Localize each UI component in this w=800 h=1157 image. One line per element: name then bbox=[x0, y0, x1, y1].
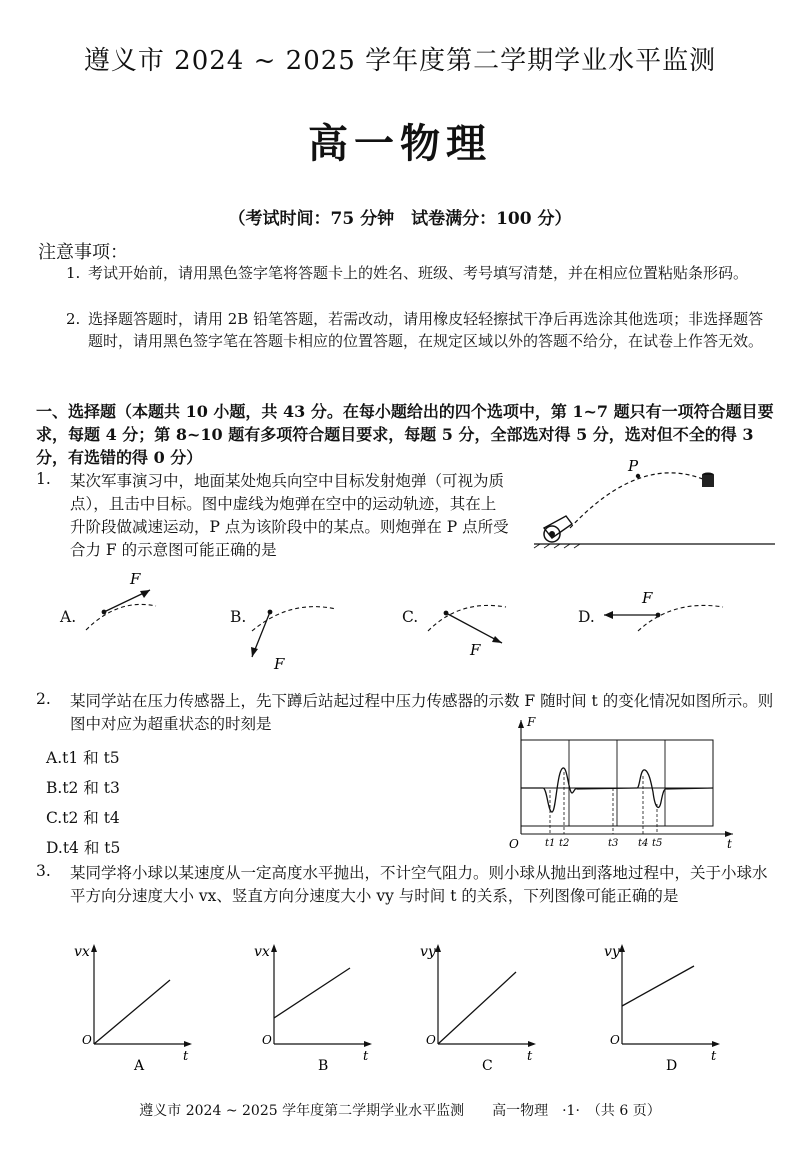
graph-label: B bbox=[318, 1058, 329, 1074]
exam-header-title: 遵义市 2024 ~ 2025 学年度第二学期学业水平监测 bbox=[83, 46, 717, 76]
origin-label: O bbox=[610, 1033, 620, 1047]
x-axis-label: t bbox=[727, 837, 732, 851]
option-d-label: D. bbox=[578, 608, 595, 626]
y-axis-label: vx bbox=[254, 944, 270, 960]
option-a-force-diagram bbox=[78, 568, 178, 638]
graph-option-b bbox=[250, 938, 380, 1078]
question-text: 某同学将小球以某速度从一定高度水平抛出，不计空气阻力。则小球从抛出到落地过程中，关于小球水平方向分速度大小 vx、竖直方向分速度大小 vy 与时间 t 的关系，下列图像可能正确的是 bbox=[70, 864, 768, 905]
notice-item-number: 2. bbox=[66, 310, 81, 328]
option-a-label: A. bbox=[60, 608, 77, 626]
notice-item-number: 1. bbox=[66, 264, 81, 282]
x-axis-label: t bbox=[363, 1049, 369, 1064]
page-footer: 遵义市 2024 ~ 2025 学年度第二学期学业水平监测 高一物理 ·1· （共 6 页） bbox=[139, 1103, 661, 1119]
notice-item bbox=[66, 262, 776, 284]
x-axis-label: t bbox=[711, 1049, 717, 1064]
tick-label-t1: t1 bbox=[545, 838, 556, 849]
notice-heading: 注意事项： bbox=[38, 242, 128, 263]
question-text: 某次军事演习中，地面某处炮兵向空中目标发射炮弹（可视为质点），且击中目标。图中虚线为炮弹在空中的运动轨迹，其在上升阶段做减速运动，P 点为该阶段中的某点。则炮弹在 P 点所受合力 F 的示意图可能正确的是 bbox=[70, 472, 509, 559]
y-axis-label: vy bbox=[420, 944, 436, 960]
graph-option-c bbox=[414, 938, 544, 1078]
question-text: 某同学站在压力传感器上，先下蹲后站起过程中压力传感器的示数 F 随时间 t 的变化情况如图所示。则图中对应为超重状态的时刻是 bbox=[70, 692, 774, 733]
origin-label: O bbox=[82, 1033, 92, 1047]
subject-title: 高一物理 bbox=[308, 120, 492, 167]
x-axis-label: t bbox=[527, 1049, 533, 1064]
tick-label-t3: t3 bbox=[608, 838, 619, 849]
notice-item bbox=[66, 308, 776, 352]
graph-label: C bbox=[482, 1058, 493, 1074]
cannon-icon bbox=[544, 516, 572, 542]
option-b-force-diagram bbox=[240, 585, 350, 675]
answer-option: A.t1 和 t5 bbox=[46, 749, 120, 767]
notice-item-text: 选择题答题时，请用 2B 铅笔答题，若需改动，请用橡皮轻轻擦拭干净后再选涂其他选项；非选择题答题时，请用黑色签字笔在答题卡相应的位置答题，在规定区域以外的答题不给分，在试卷上作答无效。 bbox=[88, 310, 764, 350]
point-p-label: P bbox=[628, 458, 639, 475]
y-axis-label: vx bbox=[74, 944, 90, 960]
graph-option-d bbox=[598, 938, 728, 1078]
cannon-trajectory-figure bbox=[530, 458, 780, 558]
graph-option-a bbox=[70, 938, 200, 1078]
section-heading: 一、选择题（本题共 10 小题，共 43 分。在每小题给出的四个选项中，第 1~7 题只有一项符合题目要求，每题 4 分；第 8~10 题有多项符合题目要求，每题 5 分，全部选对得 5 分，选对但不全的得 3 分，有选错的得 0 分） bbox=[36, 402, 774, 467]
force-label: F bbox=[130, 570, 141, 588]
force-label: F bbox=[642, 589, 653, 607]
y-axis-label: F bbox=[527, 715, 536, 729]
answer-option: D.t4 和 t5 bbox=[46, 839, 121, 857]
force-label: F bbox=[470, 641, 481, 659]
notice-item-text: 考试开始前，请用黑色签字笔将答题卡上的姓名、班级、考号填写清楚，并在相应位置粘贴条形码。 bbox=[88, 264, 749, 282]
origin-label: O bbox=[262, 1033, 272, 1047]
graph-label: D bbox=[666, 1058, 678, 1074]
option-c-label: C. bbox=[402, 608, 419, 626]
answer-option: B.t2 和 t3 bbox=[46, 779, 120, 797]
answer-option: C.t2 和 t4 bbox=[46, 809, 120, 827]
question-number: 1. bbox=[36, 470, 51, 488]
force-time-graph bbox=[505, 712, 745, 852]
question-number: 3. bbox=[36, 862, 51, 880]
question-number: 2. bbox=[36, 690, 51, 708]
option-d-force-diagram bbox=[598, 585, 728, 645]
graph-label: A bbox=[134, 1058, 145, 1074]
option-c-force-diagram bbox=[420, 585, 530, 665]
exam-info: （考试时间：75 分钟 试卷满分：100 分） bbox=[228, 209, 572, 229]
tick-label-t2: t2 bbox=[559, 838, 570, 849]
tick-label-t4: t4 bbox=[638, 838, 649, 849]
y-axis-label: vy bbox=[604, 944, 620, 960]
tick-label-t5: t5 bbox=[652, 838, 663, 849]
force-label: F bbox=[274, 655, 285, 673]
origin-label: O bbox=[426, 1033, 436, 1047]
x-axis-label: t bbox=[183, 1049, 189, 1064]
option-b-label: B. bbox=[230, 608, 247, 626]
origin-label: O bbox=[509, 837, 519, 851]
